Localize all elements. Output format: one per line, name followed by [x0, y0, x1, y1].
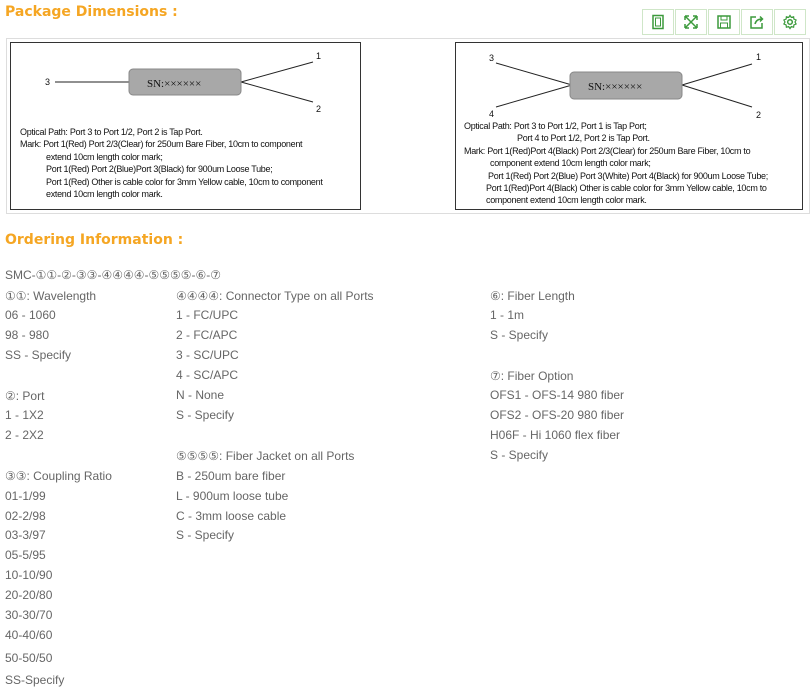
package-dimensions-heading: Package Dimensions : [5, 4, 178, 20]
ordering-option: 10-10/90 [5, 568, 53, 582]
ordering-option: B - 250um bare fiber [176, 469, 286, 483]
settings-button[interactable] [774, 9, 806, 35]
note-line: Optical Path: Port 3 to Port 1/2, Port 1 is Tap Port; [464, 121, 647, 131]
coupler-1x2-diagram [11, 43, 360, 123]
save-icon [716, 14, 732, 30]
ordering-option: 06 - 1060 [5, 308, 56, 322]
note-line: component extend 10cm length color mark. [486, 195, 647, 206]
port-2-label: 2 [316, 104, 322, 114]
note-line: Port 4 to Port 1/2, Port 2 is Tap Port. [517, 133, 650, 144]
port-1-label: 1 [756, 52, 762, 62]
ordering-option: S - Specify [176, 528, 235, 542]
note-line: Port 1(Red) Other is cable color for 3mm Yellow cable, 10cm to component [46, 176, 323, 187]
ordering-option: 05-5/95 [5, 548, 46, 562]
note-line: Port 1(Red) Port 2(Blue)Port 3(Black) for 900um Loose Tube; [46, 164, 273, 175]
note-line: extend 10cm length color mark; [46, 151, 163, 162]
port-1-label: 1 [316, 51, 322, 61]
ordering-option: 3 - SC/UPC [176, 348, 239, 362]
note-line: Optical Path: Port 3 to Port 1/2, Port 2 is Tap Port. [20, 127, 203, 137]
ordering-option: H06F - Hi 1060 flex fiber [490, 428, 621, 442]
port-3-label: 3 [489, 53, 495, 63]
serial-label: SN:×××××× [147, 78, 202, 90]
port-4-label: 4 [489, 109, 495, 119]
ordering-option: SS-Specify [5, 673, 65, 687]
ordering-option: 01-1/99 [5, 489, 46, 503]
ordering-option: ③③: Coupling Ratio [5, 469, 112, 483]
settings-icon [782, 14, 798, 30]
ordering-option: 02-2/98 [5, 509, 46, 523]
fit-page-button[interactable] [642, 9, 674, 35]
ordering-option: 4 - SC/APC [176, 368, 239, 382]
toolbar [642, 9, 808, 37]
ordering-option: 40-40/60 [5, 628, 53, 642]
serial-label: SN:×××××× [588, 81, 643, 93]
ordering-option: ⑤⑤⑤⑤: Fiber Jacket on all Ports [176, 449, 355, 463]
ordering-option: 50-50/50 [5, 651, 53, 665]
ordering-option: 20-20/80 [5, 588, 53, 602]
ordering-option: 30-30/70 [5, 608, 53, 622]
ordering-option: S - Specify [490, 448, 549, 462]
save-button[interactable] [708, 9, 740, 35]
ordering-option: ⑦: Fiber Option [490, 369, 574, 383]
fullscreen-icon [683, 14, 699, 30]
ordering-option: ④④④④: Connector Type on all Ports [176, 289, 374, 303]
fullscreen-button[interactable] [675, 9, 707, 35]
share-icon [749, 14, 765, 30]
ordering-option: S - Specify [490, 328, 549, 342]
share-button[interactable] [741, 9, 773, 35]
ordering-option: SS - Specify [5, 348, 72, 362]
package-diagram-1x2 [10, 42, 361, 210]
ordering-option: 2 - 2X2 [5, 428, 44, 442]
port-2-label: 2 [756, 110, 762, 120]
note-line: Port 1(Red)Port 4(Black) Other is cable color for 3mm Yellow cable, 10cm to [486, 183, 767, 194]
ordering-option: ①①: Wavelength [5, 289, 97, 303]
ordering-option: 1 - FC/UPC [176, 308, 239, 322]
ordering-information-heading: Ordering Information : [5, 232, 184, 248]
ordering-option: L - 900um loose tube [176, 489, 289, 503]
ordering-option: OFS2 - OFS-20 980 fiber [490, 408, 625, 422]
ordering-option: ②: Port [5, 389, 45, 403]
ordering-option: 03-3/97 [5, 528, 46, 542]
ordering-option: OFS1 - OFS-14 980 fiber [490, 388, 625, 402]
ordering-option: 1 - 1m [490, 308, 525, 322]
package-2-notes [464, 120, 768, 207]
port-3-label: 3 [45, 77, 51, 87]
note-line: Mark: Port 1(Red) Port 2/3(Clear) for 250um Bare Fiber, 10cm to component [20, 139, 303, 150]
ordering-option: N - None [176, 388, 225, 402]
note-line: component extend 10cm length color mark; [490, 158, 651, 169]
fit-page-icon [650, 14, 666, 30]
ordering-option: ⑥: Fiber Length [490, 289, 575, 303]
ordering-option: 2 - FC/APC [176, 328, 238, 342]
note-line: Mark: Port 1(Red)Port 4(Black) Port 2/3(Clear) for 250um Bare Fiber, 10cm to [464, 145, 751, 156]
note-line: Port 1(Red) Port 2(Blue) Port 3(White) Port 4(Black) for 900um Loose Tube; [488, 170, 768, 181]
ordering-code-text: SMC-①①-②-③③-④④④④-⑤⑤⑤⑤-⑥-⑦ [5, 268, 222, 282]
coupler-2x2-diagram [456, 43, 802, 123]
note-line: extend 10cm length color mark. [46, 189, 163, 200]
package-1-notes [20, 126, 323, 200]
ordering-option: C - 3mm loose cable [176, 509, 287, 523]
package-diagram-2x2 [455, 42, 803, 210]
ordering-option: 98 - 980 [5, 328, 50, 342]
ordering-option: S - Specify [176, 408, 235, 422]
ordering-option: 1 - 1X2 [5, 408, 44, 422]
